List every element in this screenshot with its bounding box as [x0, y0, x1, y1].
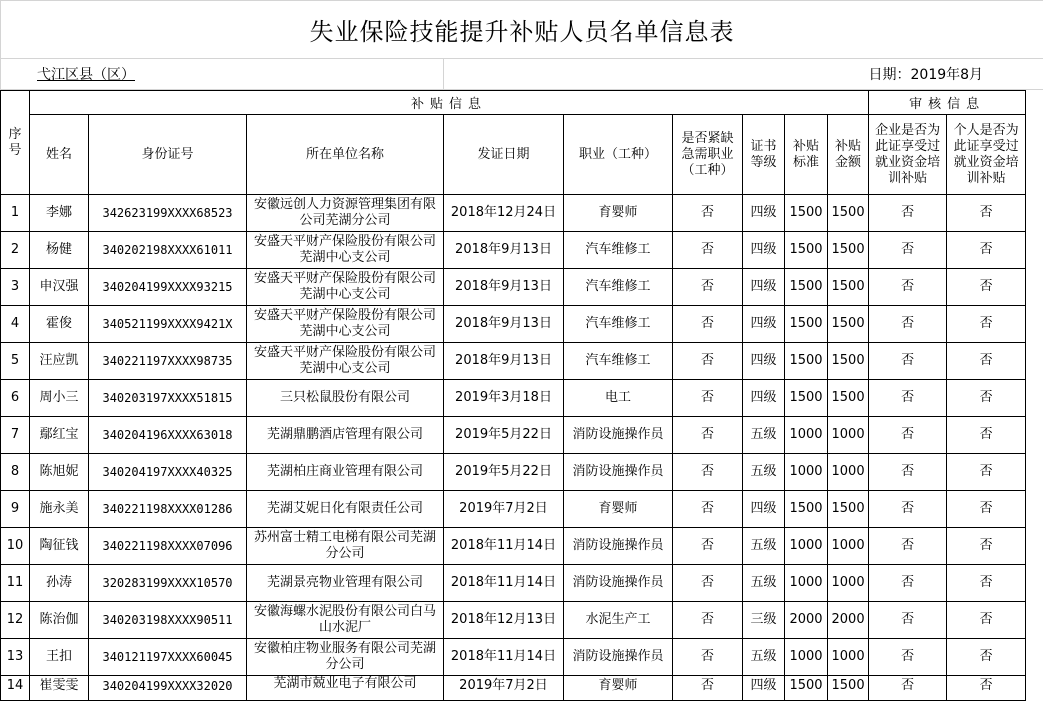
cell-standard[interactable]: 1500 — [785, 491, 828, 528]
cell-seq[interactable]: 13 — [1, 639, 30, 676]
header-seq[interactable] — [1, 91, 30, 195]
cell-enterprise[interactable]: 否 — [869, 639, 947, 676]
empty-cell — [1026, 232, 1043, 269]
cell-unit[interactable]: 安徽海螺水泥股份有限公司白马山水泥厂 — [247, 602, 444, 639]
cell-issue-date[interactable]: 2018年11月14日 — [444, 565, 564, 602]
cell-id[interactable]: 340204197XXXX40325 — [89, 454, 247, 491]
cell-standard[interactable]: 2000 — [785, 602, 828, 639]
empty-cell — [1026, 454, 1043, 491]
section-subsidy[interactable]: 补贴信息 — [30, 91, 869, 115]
empty-column — [1026, 91, 1043, 195]
header-name[interactable]: 姓名 — [30, 115, 89, 195]
table-row — [1, 269, 1043, 306]
cell-name[interactable]: 陈旭妮 — [30, 454, 89, 491]
cell-seq[interactable]: 7 — [1, 417, 30, 454]
cell-seq[interactable]: 9 — [1, 491, 30, 528]
cell-job[interactable]: 消防设施操作员 — [564, 454, 673, 491]
cell-issue-date[interactable]: 2018年12月24日 — [444, 195, 564, 232]
cell-amount[interactable]: 2000 — [828, 602, 869, 639]
header-personal[interactable]: 个人是否为此证享受过就业资金培训补贴 — [947, 115, 1026, 195]
cell-issue-date[interactable]: 2019年7月2日 — [444, 676, 564, 701]
cell-unit[interactable]: 安盛天平财产保险股份有限公司芜湖中心支公司 — [247, 343, 444, 380]
header-enterprise[interactable]: 企业是否为此证享受过就业资金培训补贴 — [869, 115, 947, 195]
cell-unit[interactable]: 芜湖艾妮日化有限责任公司 — [247, 491, 444, 528]
cell-job[interactable]: 汽车维修工 — [564, 232, 673, 269]
table-row — [1, 306, 1043, 343]
empty-cell — [1026, 565, 1043, 602]
cell-name[interactable]: 李娜 — [30, 195, 89, 232]
cell-enterprise[interactable]: 否 — [869, 491, 947, 528]
cell-issue-date[interactable]: 2018年11月14日 — [444, 639, 564, 676]
cell-personal[interactable]: 否 — [947, 602, 1026, 639]
cell-shortage[interactable]: 否 — [673, 565, 743, 602]
cell-level[interactable]: 四级 — [743, 676, 785, 701]
cell-unit[interactable]: 安徽远创人力资源管理集团有限公司芜湖分公司 — [247, 195, 444, 232]
cell-name[interactable]: 杨健 — [30, 232, 89, 269]
cell-seq[interactable]: 4 — [1, 306, 30, 343]
cell-issue-date[interactable]: 2019年3月18日 — [444, 380, 564, 417]
cell-unit[interactable]: 安盛天平财产保险股份有限公司芜湖中心支公司 — [247, 269, 444, 306]
header-shortage[interactable]: 是否紧缺急需职业（工种） — [673, 115, 743, 195]
table-row — [1, 195, 1043, 232]
table-row — [1, 639, 1043, 676]
cell-seq[interactable]: 6 — [1, 380, 30, 417]
cell-amount[interactable]: 1500 — [828, 306, 869, 343]
cell-standard[interactable]: 1500 — [785, 676, 828, 701]
empty-cell — [1026, 380, 1043, 417]
cell-enterprise[interactable]: 否 — [869, 676, 947, 701]
cell-issue-date[interactable]: 2019年5月22日 — [444, 454, 564, 491]
cell-name[interactable]: 陈治伽 — [30, 602, 89, 639]
cell-enterprise[interactable]: 否 — [869, 232, 947, 269]
cell-unit[interactable]: 安盛天平财产保险股份有限公司芜湖中心支公司 — [247, 306, 444, 343]
cell-amount[interactable]: 1000 — [828, 417, 869, 454]
cell-enterprise[interactable]: 否 — [869, 454, 947, 491]
cell-id[interactable]: 340204196XXXX63018 — [89, 417, 247, 454]
cell-job[interactable]: 消防设施操作员 — [564, 528, 673, 565]
cell-id[interactable]: 340203198XXXX90511 — [89, 602, 247, 639]
table-row — [1, 232, 1043, 269]
table-row — [1, 454, 1043, 491]
empty-cell — [1026, 195, 1043, 232]
cell-amount[interactable]: 1000 — [828, 454, 869, 491]
cell-seq[interactable]: 8 — [1, 454, 30, 491]
cell-enterprise[interactable]: 否 — [869, 528, 947, 565]
cell-name[interactable]: 施永美 — [30, 491, 89, 528]
cell-shortage[interactable]: 否 — [673, 454, 743, 491]
cell-enterprise[interactable]: 否 — [869, 417, 947, 454]
cell-enterprise[interactable]: 否 — [869, 380, 947, 417]
cell-enterprise[interactable]: 否 — [869, 195, 947, 232]
cell-standard[interactable]: 1500 — [785, 195, 828, 232]
cell-name[interactable]: 陶征钱 — [30, 528, 89, 565]
cell-amount[interactable]: 1500 — [828, 491, 869, 528]
cell-standard[interactable]: 1500 — [785, 306, 828, 343]
header-issue-date[interactable]: 发证日期 — [444, 115, 564, 195]
cell-seq[interactable]: 3 — [1, 269, 30, 306]
empty-cell — [1026, 639, 1043, 676]
cell-seq[interactable]: 5 — [1, 343, 30, 380]
cell-enterprise[interactable]: 否 — [869, 565, 947, 602]
table-row — [1, 676, 1043, 701]
cell-job[interactable]: 育婴师 — [564, 195, 673, 232]
cell-id[interactable]: 340202198XXXX61011 — [89, 232, 247, 269]
cell-standard[interactable]: 1500 — [785, 269, 828, 306]
cell-personal[interactable]: 否 — [947, 565, 1026, 602]
cell-amount[interactable]: 1000 — [828, 565, 869, 602]
cell-amount[interactable]: 1500 — [828, 380, 869, 417]
cell-issue-date[interactable]: 2019年7月2日 — [444, 491, 564, 528]
cell-level[interactable]: 五级 — [743, 454, 785, 491]
cell-name[interactable]: 崔雯雯 — [30, 676, 89, 701]
cell-name[interactable]: 汪应凯 — [30, 343, 89, 380]
table-row — [1, 528, 1043, 565]
header-seq-label: 序号 — [8, 126, 22, 158]
empty-cell — [1026, 306, 1043, 343]
cell-level[interactable]: 五级 — [743, 528, 785, 565]
cell-issue-date[interactable]: 2018年9月13日 — [444, 306, 564, 343]
cell-level[interactable]: 五级 — [743, 417, 785, 454]
cell-enterprise[interactable]: 否 — [869, 269, 947, 306]
table-row — [1, 343, 1043, 380]
header-amount[interactable]: 补贴金额 — [828, 115, 869, 195]
cell-level[interactable]: 四级 — [743, 195, 785, 232]
cell-name[interactable]: 鄢红宝 — [30, 417, 89, 454]
cell-level[interactable]: 四级 — [743, 269, 785, 306]
cell-personal[interactable]: 否 — [947, 269, 1026, 306]
cell-enterprise[interactable]: 否 — [869, 343, 947, 380]
cell-unit[interactable]: 芜湖柏庄商业管理有限公司 — [247, 454, 444, 491]
cell-job[interactable]: 汽车维修工 — [564, 269, 673, 306]
cell-level[interactable]: 五级 — [743, 565, 785, 602]
sheet-title[interactable]: 失业保险技能提升补贴人员名单信息表 — [1, 1, 1043, 59]
cell-level[interactable]: 四级 — [743, 306, 785, 343]
cell-unit[interactable]: 芜湖市兢业电子有限公司 — [247, 676, 444, 701]
cell-seq[interactable]: 14 — [1, 676, 30, 701]
empty-cell — [1026, 602, 1043, 639]
empty-cell — [1026, 528, 1043, 565]
cell-enterprise[interactable]: 否 — [869, 306, 947, 343]
cell-job[interactable]: 汽车维修工 — [564, 306, 673, 343]
empty-cell — [1026, 417, 1043, 454]
cell-id[interactable]: 320283199XXXX10570 — [89, 565, 247, 602]
empty-cell — [1026, 269, 1043, 306]
cell-amount[interactable]: 1000 — [828, 528, 869, 565]
header-unit[interactable]: 所在单位名称 — [247, 115, 444, 195]
cell-level[interactable]: 四级 — [743, 380, 785, 417]
cell-personal[interactable]: 否 — [947, 528, 1026, 565]
date-cell[interactable]: 日期：2019年8月 — [444, 59, 1043, 90]
cell-amount[interactable]: 1500 — [828, 195, 869, 232]
cell-id[interactable]: 340221197XXXX98735 — [89, 343, 247, 380]
cell-id[interactable]: 340204199XXXX93215 — [89, 269, 247, 306]
cell-id[interactable]: 340221198XXXX07096 — [89, 528, 247, 565]
cell-personal[interactable]: 否 — [947, 491, 1026, 528]
cell-personal[interactable]: 否 — [947, 676, 1026, 701]
cell-unit[interactable]: 三只松鼠股份有限公司 — [247, 380, 444, 417]
cell-unit[interactable]: 安徽柏庄物业服务有限公司芜湖分公司 — [247, 639, 444, 676]
cell-shortage[interactable]: 否 — [673, 602, 743, 639]
cell-personal[interactable]: 否 — [947, 343, 1026, 380]
cell-shortage[interactable]: 否 — [673, 195, 743, 232]
header-job[interactable]: 职业（工种） — [564, 115, 673, 195]
data-grid — [0, 90, 1043, 701]
cell-name[interactable]: 周小三 — [30, 380, 89, 417]
cell-standard[interactable]: 1000 — [785, 417, 828, 454]
cell-name[interactable]: 王扣 — [30, 639, 89, 676]
cell-job[interactable]: 汽车维修工 — [564, 343, 673, 380]
cell-id[interactable]: 340221198XXXX01286 — [89, 491, 247, 528]
cell-job[interactable]: 消防设施操作员 — [564, 417, 673, 454]
roster-table — [0, 0, 1043, 90]
cell-unit[interactable]: 芜湖景亮物业管理有限公司 — [247, 565, 444, 602]
cell-amount[interactable]: 1500 — [828, 676, 869, 701]
cell-issue-date[interactable]: 2018年9月13日 — [444, 343, 564, 380]
table-row — [1, 565, 1043, 602]
cell-personal[interactable]: 否 — [947, 232, 1026, 269]
cell-level[interactable]: 四级 — [743, 343, 785, 380]
county-cell[interactable]: 弋江区县（区） — [1, 59, 444, 90]
cell-enterprise[interactable]: 否 — [869, 602, 947, 639]
cell-name[interactable]: 申汉强 — [30, 269, 89, 306]
cell-level[interactable]: 四级 — [743, 232, 785, 269]
table-row — [1, 602, 1043, 639]
cell-amount[interactable]: 1500 — [828, 343, 869, 380]
cell-shortage[interactable]: 否 — [673, 676, 743, 701]
empty-cell — [1026, 343, 1043, 380]
cell-standard[interactable]: 1500 — [785, 232, 828, 269]
cell-name[interactable]: 孙涛 — [30, 565, 89, 602]
cell-personal[interactable]: 否 — [947, 380, 1026, 417]
table-row — [1, 417, 1043, 454]
cell-issue-date[interactable]: 2018年9月13日 — [444, 269, 564, 306]
cell-job[interactable]: 水泥生产工 — [564, 602, 673, 639]
cell-unit[interactable]: 芜湖鼎鹏酒店管理有限公司 — [247, 417, 444, 454]
empty-cell — [1026, 491, 1043, 528]
cell-standard[interactable]: 1000 — [785, 454, 828, 491]
cell-shortage[interactable]: 否 — [673, 306, 743, 343]
cell-unit[interactable]: 苏州富士精工电梯有限公司芜湖分公司 — [247, 528, 444, 565]
cell-standard[interactable]: 1000 — [785, 528, 828, 565]
table-row — [1, 380, 1043, 417]
table-row — [1, 491, 1043, 528]
cell-shortage[interactable]: 否 — [673, 343, 743, 380]
cell-personal[interactable]: 否 — [947, 639, 1026, 676]
cell-seq[interactable]: 11 — [1, 565, 30, 602]
cell-amount[interactable]: 1500 — [828, 269, 869, 306]
cell-shortage[interactable]: 否 — [673, 380, 743, 417]
cell-shortage[interactable]: 否 — [673, 491, 743, 528]
cell-id[interactable]: 340204199XXXX32020 — [89, 676, 247, 701]
cell-id[interactable]: 342623199XXXX68523 — [89, 195, 247, 232]
cell-level[interactable]: 五级 — [743, 639, 785, 676]
header-standard[interactable]: 补贴标准 — [785, 115, 828, 195]
cell-shortage[interactable]: 否 — [673, 269, 743, 306]
cell-amount[interactable]: 1000 — [828, 639, 869, 676]
cell-seq[interactable]: 2 — [1, 232, 30, 269]
cell-shortage[interactable]: 否 — [673, 232, 743, 269]
cell-seq[interactable]: 1 — [1, 195, 30, 232]
cell-shortage[interactable]: 否 — [673, 417, 743, 454]
cell-issue-date[interactable]: 2018年9月13日 — [444, 232, 564, 269]
cell-job[interactable]: 育婴师 — [564, 676, 673, 701]
cell-personal[interactable]: 否 — [947, 454, 1026, 491]
cell-level[interactable]: 三级 — [743, 602, 785, 639]
empty-cell — [1026, 676, 1043, 701]
cell-issue-date[interactable]: 2018年12月13日 — [444, 602, 564, 639]
header-id[interactable]: 身份证号 — [89, 115, 247, 195]
cell-seq[interactable]: 12 — [1, 602, 30, 639]
cell-unit[interactable]: 安盛天平财产保险股份有限公司芜湖中心支公司 — [247, 232, 444, 269]
cell-standard[interactable]: 1000 — [785, 565, 828, 602]
cell-issue-date[interactable]: 2018年11月14日 — [444, 528, 564, 565]
cell-id[interactable]: 340203197XXXX51815 — [89, 380, 247, 417]
cell-personal[interactable]: 否 — [947, 195, 1026, 232]
cell-job[interactable]: 消防设施操作员 — [564, 639, 673, 676]
cell-shortage[interactable]: 否 — [673, 639, 743, 676]
cell-job[interactable]: 育婴师 — [564, 491, 673, 528]
cell-level[interactable]: 四级 — [743, 491, 785, 528]
cell-seq[interactable]: 10 — [1, 528, 30, 565]
cell-job[interactable]: 消防设施操作员 — [564, 565, 673, 602]
header-level[interactable]: 证书等级 — [743, 115, 785, 195]
cell-issue-date[interactable]: 2019年5月22日 — [444, 417, 564, 454]
cell-id[interactable]: 340121197XXXX60045 — [89, 639, 247, 676]
cell-shortage[interactable]: 否 — [673, 528, 743, 565]
cell-standard[interactable]: 1500 — [785, 380, 828, 417]
cell-job[interactable]: 电工 — [564, 380, 673, 417]
cell-personal[interactable]: 否 — [947, 306, 1026, 343]
cell-name[interactable]: 霍俊 — [30, 306, 89, 343]
cell-personal[interactable]: 否 — [947, 417, 1026, 454]
cell-standard[interactable]: 1000 — [785, 639, 828, 676]
cell-amount[interactable]: 1500 — [828, 232, 869, 269]
cell-id[interactable]: 340521199XXXX9421X — [89, 306, 247, 343]
cell-standard[interactable]: 1500 — [785, 343, 828, 380]
section-review[interactable]: 审核信息 — [869, 91, 1026, 115]
